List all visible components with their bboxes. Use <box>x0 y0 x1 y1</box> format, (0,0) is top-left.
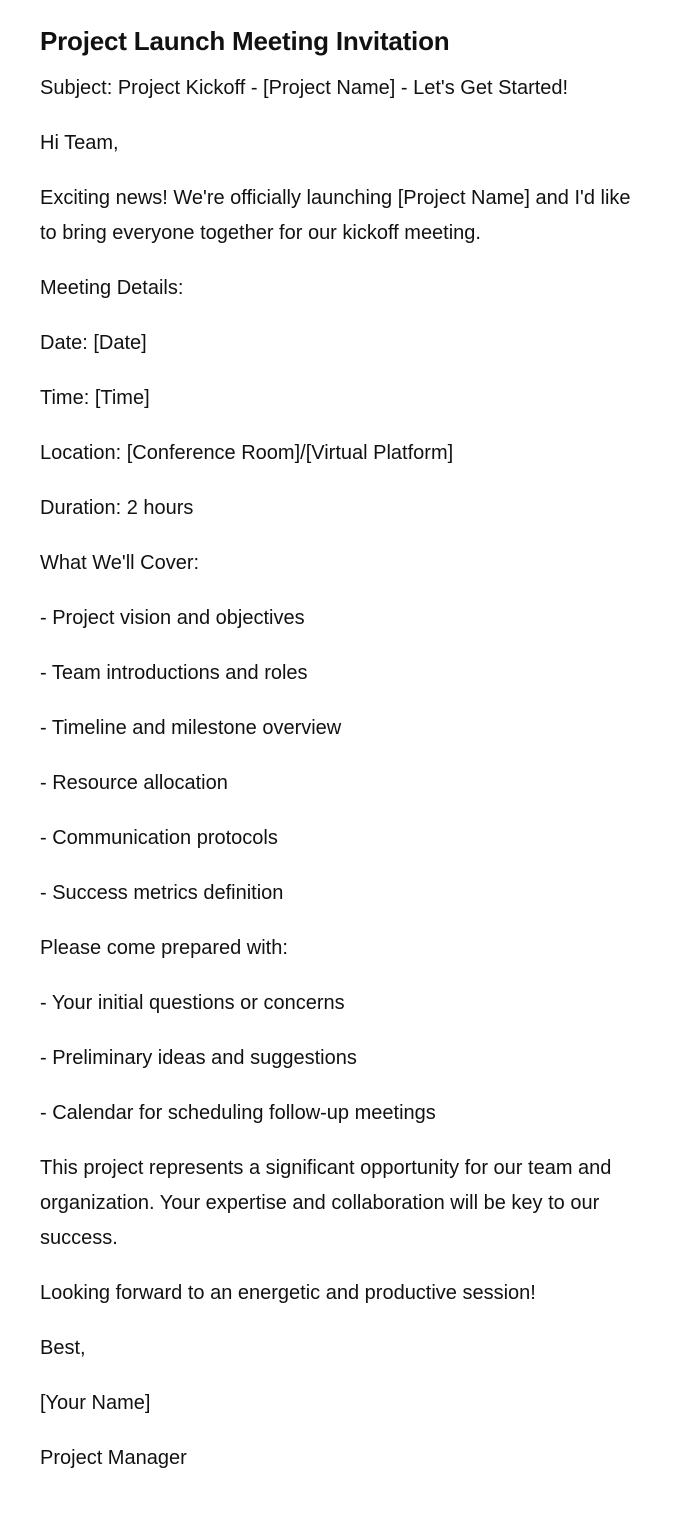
preparation-item: - Preliminary ideas and suggestions <box>40 1047 357 1069</box>
sign-off: Best, <box>40 1337 86 1359</box>
agenda-item: - Team introductions and roles <box>40 662 308 684</box>
agenda-item: - Success metrics definition <box>40 882 284 904</box>
intro-paragraph: Exciting news! We're officially launching [Project Name] and I'd like to bring everyone together for our kickoff meeting. <box>40 187 631 244</box>
document-title: Project Launch Meeting Invitation <box>40 26 450 56</box>
greeting: Hi Team, <box>40 132 119 154</box>
detail-time: Time: [Time] <box>40 387 150 409</box>
detail-date: Date: [Date] <box>40 332 147 354</box>
preparation-item: - Your initial questions or concerns <box>40 992 345 1014</box>
preparation-item: - Calendar for scheduling follow-up meetings <box>40 1102 436 1124</box>
agenda-item: - Resource allocation <box>40 772 228 794</box>
document <box>40 24 650 1496</box>
agenda-item: - Timeline and milestone overview <box>40 717 342 739</box>
sender-role: Project Manager <box>40 1447 187 1469</box>
closing-line: Looking forward to an energetic and productive session! <box>40 1282 536 1304</box>
agenda-heading: What We'll Cover: <box>40 552 200 574</box>
detail-location: Location: [Conference Room]/[Virtual Platform] <box>40 442 454 464</box>
agenda-item: - Communication protocols <box>40 827 278 849</box>
subject-line: Subject: Project Kickoff - [Project Name] - Let's Get Started! <box>40 77 569 99</box>
sender-name: [Your Name] <box>40 1392 151 1414</box>
meeting-details-heading: Meeting Details: <box>40 277 184 299</box>
agenda-item: - Project vision and objectives <box>40 607 305 629</box>
closing-paragraph: This project represents a significant opportunity for our team and organization. Your expertise and collaboration will be key to our success. <box>40 1157 612 1249</box>
preparation-heading: Please come prepared with: <box>40 937 288 959</box>
detail-duration: Duration: 2 hours <box>40 497 194 519</box>
